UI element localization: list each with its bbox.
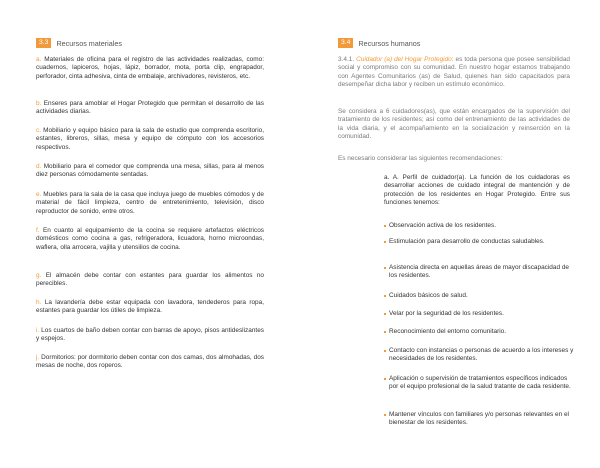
bullet-dot: [384, 267, 386, 269]
bullet-dot: [384, 295, 386, 297]
list-item-j: [36, 354, 264, 371]
list-item-c: [36, 127, 264, 152]
item-text: Dormitorios: por dormitorio deben contar con dos camas, dos almohadas, dos mesas de noche, dos roperos.: [36, 354, 264, 370]
bullet-item: [384, 310, 575, 318]
bullet-text: Cuidados básicos de salud.: [389, 292, 468, 299]
bullet-item: [384, 222, 575, 230]
bullet-text: Velar por la seguridad de los residentes.: [389, 310, 504, 317]
item-letter: f.: [36, 227, 40, 234]
bullet-dot: [384, 378, 386, 380]
bullet-item: [384, 238, 575, 246]
section-title: Recursos materiales: [56, 38, 122, 48]
item-letter: i.: [36, 327, 40, 334]
item-text: Materiales de oficina para el registro de las actividades realizadas, como: cuadernos, lapiceros, hojas, lápiz, borrador, mota, porta clip, engrapador, perforador, cinta adhesiva, cinta de embalaje, archivadores, revisteros, etc.: [36, 56, 264, 80]
item-text: En cuanto al equipamiento de la cocina se requiere artefactos eléctricos domésticos como cocina a gas, refrigeradora, licuadora, horno microondas, waflera, olla arrocera, vajilla y utensilios de cocina.: [36, 227, 264, 251]
paragraph-text: a. A. Perfil de cuidador(a). La función de los cuidadoras es desarrollar acciones de cuidado integral de mantención y de protección de los residentes en Hogar Protegido. Entre sus funciones tenemos:: [384, 174, 570, 206]
item-text: Los cuartos de baño deben contar con barras de apoyo, pisos antideslizantes y espejos.: [36, 327, 264, 343]
bullet-item: [384, 411, 575, 428]
bullet-dot: [384, 350, 386, 352]
list-item-b: [36, 100, 264, 117]
section-number-badge: 3.4: [338, 38, 353, 48]
item-text: Mobiliario para el comedor que comprenda una mesa, sillas, para al menos diez personas cómodamente sentadas.: [36, 163, 264, 179]
item-letter: g.: [36, 272, 42, 279]
bullet-text: Aplicación o supervisión de tratamientos específicos indicados por el equipo profesional de la salud tratante de cada residente.: [389, 375, 571, 391]
section-heading-3-4: [338, 38, 420, 48]
item-text: Mobiliario y equipo básico para la sala de estudio que comprenda escritorio, estantes, libreros, sillas, mesa y equipo de cómputo con los accesorios respectivos.: [36, 127, 264, 151]
bullet-dot: [384, 313, 386, 315]
bullet-dot: [384, 331, 386, 333]
item-text: Muebles para la sala de la casa que incluya juego de muebles cómodos y de material de fácil limpieza, centro de entretenimiento, televisión, disco reproductor de sonido, entre otros.: [36, 191, 264, 215]
bullet-text: Reconocimiento del entorno comunitario.: [389, 328, 507, 335]
section-number-badge: 3.3: [36, 38, 51, 48]
paragraph-recomendaciones: [338, 155, 570, 163]
bullet-item: [384, 264, 575, 281]
term-cuidador: Cuidador (a) del Hogar Protegido: [356, 56, 452, 63]
paragraph-perfil: [384, 174, 570, 207]
paragraph-text: Se considera a 6 cuidadores(as), que están encargados de la supervisión del tratamiento de los residentes; así como del entrenamiento de las actividades de la vida diaria, y el acompañamiento en la socialización y reinserción en la comunidad.: [338, 108, 570, 140]
list-item-g: [36, 272, 264, 289]
paragraph-text: : es toda persona que posee sensibilidad social y compromiso con su comunidad. En nuestro hogar estamos trabajando con Agentes Comunitarios (as) de Salud, quienes han sido capacitados para desempeñar dicha labor y reciben un estímulo económico.: [338, 56, 570, 88]
list-item-a: [36, 56, 264, 81]
item-text: Enseres para amoblar el Hogar Protegido que permitan el desarrollo de las actividades diarias.: [36, 100, 264, 116]
list-item-f: [36, 227, 264, 252]
item-letter: h.: [36, 299, 42, 306]
item-letter: a.: [36, 56, 42, 63]
item-letter: e.: [36, 191, 42, 198]
paragraph-cuidadores: [338, 108, 570, 141]
item-text: El almacén debe contar con estantes para guardar los alimentos no perecibles.: [36, 272, 264, 288]
paragraph-text: Es necesario considerar las siguientes recomendaciones:: [338, 155, 503, 162]
bullet-item: [384, 375, 575, 392]
bullet-dot: [384, 225, 386, 227]
list-item-h: [36, 299, 264, 316]
list-item-e: [36, 191, 264, 216]
section-title: Recursos humanos: [358, 38, 421, 48]
bullet-text: Estimulación para desarrollo de conductas saludables.: [389, 238, 545, 245]
bullet-item: [384, 328, 575, 336]
bullet-text: Contacto con instancias o personas de acuerdo a los intereses y necesidades de los residentes.: [389, 347, 574, 363]
bullet-item: [384, 292, 575, 300]
bullet-item: [384, 347, 575, 364]
bullet-dot: [384, 241, 386, 243]
bullet-text: Asistencia directa en aquellas áreas de mayor discapacidad de los residentes.: [389, 264, 569, 280]
list-item-i: [36, 327, 264, 344]
list-item-d: [36, 163, 264, 180]
item-letter: b.: [36, 100, 42, 107]
section-heading-3-3: [36, 38, 122, 48]
item-letter: j.: [36, 354, 40, 361]
bullet-text: Observación activa de los residentes.: [389, 222, 496, 229]
item-text: La lavandería debe estar equipada con lavadora, tendederos para ropa, estantes para guardar los útiles de limpieza.: [36, 299, 265, 315]
item-letter: c.: [36, 127, 42, 134]
bullet-dot: [384, 414, 386, 416]
paragraph-number: 3.4.1.: [338, 56, 355, 63]
item-letter: d.: [36, 163, 42, 170]
bullet-text: Mantener vínculos con familiares y/o personas relevantes en el bienestar de los residentes.: [389, 411, 569, 427]
paragraph-cuidador: [338, 56, 570, 89]
